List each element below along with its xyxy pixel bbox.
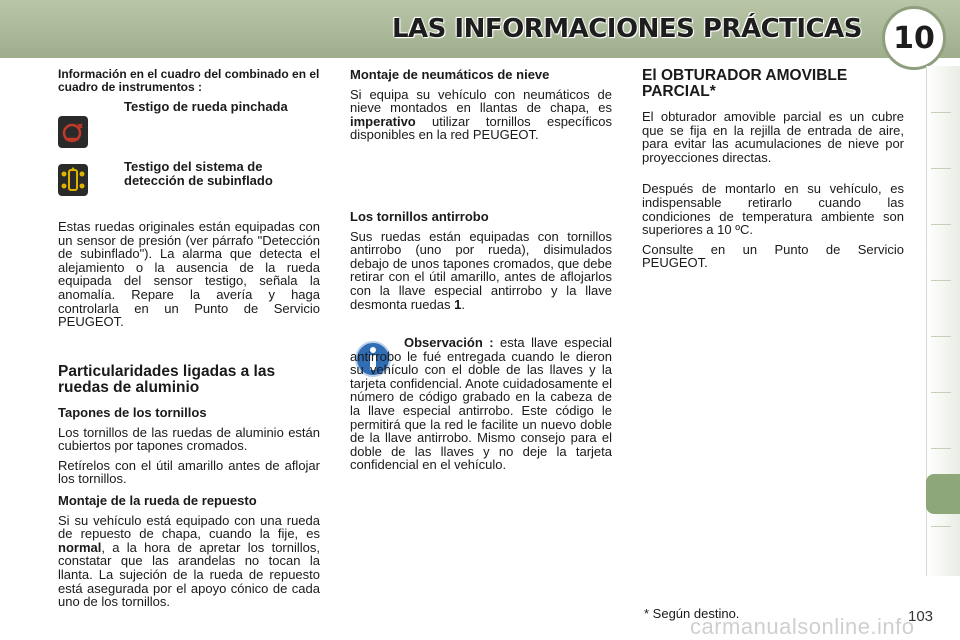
warning-flat-tyre-title: Testigo de rueda pinchada: [124, 99, 288, 114]
flat-tyre-warning-icon: [58, 116, 88, 148]
tab-divider: [931, 336, 951, 337]
footnote: * Según destino.: [644, 606, 740, 621]
snow-tyres-title: Montaje de neumáticos de nieve: [350, 67, 550, 82]
instrument-info-intro: Información en el cuadro del combinado en el cuadro de instrumentos :: [58, 67, 320, 94]
key-reference-number: 1: [454, 296, 462, 312]
grille-cover-paragraph-2: Después de montarlo en su vehículo, es indispensable retirarlo cuando las condiciones de temperatura ambiente son superiores a 10 ºC.: [642, 181, 904, 238]
observation-note: [350, 336, 612, 478]
aluminium-wheels-section: [58, 364, 320, 492]
chapter-tab-active[interactable]: [926, 474, 960, 514]
snow-tyres-paragraph: [350, 88, 612, 142]
column-left: [58, 68, 320, 102]
grille-cover-paragraph-3: Consulte en un Punto de Servicio PEUGEOT.: [642, 241, 904, 271]
tab-divider: [931, 280, 951, 281]
snow-tyres-section: [350, 68, 612, 148]
antitheft-bolts-paragraph: [350, 230, 612, 312]
tab-divider: [931, 224, 951, 225]
antitheft-bolts-title: Los tornillos antirrobo: [350, 209, 489, 224]
watermark: carmanualsonline.info: [690, 614, 915, 639]
bolt-caps-paragraph-2: Retírelos con el útil amarillo antes de aflojar los tornillos.: [58, 457, 320, 487]
observation-paragraph: [350, 336, 612, 472]
snow-tyres-emphasis: imperativo: [350, 113, 416, 129]
spare-wheel-emphasis: normal: [58, 539, 102, 555]
antitheft-bolts-section: [350, 210, 612, 317]
tab-divider: [931, 112, 951, 113]
grille-cover-paragraph-1: El obturador amovible parcial es un cubre que se fija en la rejilla de entrada de aire, para evitar las acumulaciones de nieve por proyecciones directas.: [642, 109, 904, 165]
bolt-caps-paragraph-1: Los tornillos de las ruedas de aluminio están cubiertos por tapones cromados.: [58, 424, 320, 454]
observation-label: Observación :: [404, 335, 494, 350]
spare-wheel-text-start: Si su vehículo está equipado con una rueda de repuesto de chapa, cuando la fije, es: [58, 512, 320, 542]
tab-divider: [931, 168, 951, 169]
column-left-body: [58, 220, 320, 335]
warning-underinflation: [124, 160, 320, 193]
grille-cover-title: El OBTURADOR AMOVIBLE PARCIAL*: [642, 67, 848, 100]
warning-underinflation-title: Testigo del sistema de detección de subinflado: [124, 159, 273, 188]
observation-text: esta llave especial antirrobo le fué entregada cuando le dieron su vehículo con el doble de las llaves y la tarjeta confidencial. Anote cuidadosamente el número de código grabado en la cabeza de la llave especial antirrobo. Este código le permitirá que la red le facilite un nuevo doble de la llave antirrobo. Mismo consejo para el doble de las llaves y no deje la tarjeta confidencial en el vehículo.: [350, 335, 612, 473]
snow-tyres-text-start: Si equipa su vehículo con neumáticos de nieve montados en llantas de chapa, es: [350, 86, 612, 116]
sensor-paragraph: Estas ruedas originales están equipadas con un sensor de presión (ver párrafo "Detección de subinflado"). La alarma que detecta el alejamiento o la ausencia de la rueda equipada del sensor testigo, señala la anomalía. Repare la avería y haga controlarla en un Punto de Servicio PEUGEOT.: [58, 219, 320, 330]
antitheft-text-end: .: [461, 296, 465, 312]
spare-wheel-paragraph: [58, 514, 320, 609]
spare-wheel-title: Montaje de la rueda de repuesto: [58, 493, 257, 508]
tab-divider: [931, 526, 951, 527]
page-number: 103: [908, 608, 934, 625]
tab-divider: [931, 392, 951, 393]
grille-cover-section: [642, 68, 904, 276]
page-title: LAS INFORMACIONES PRÁCTICAS: [391, 14, 862, 44]
chapter-badge: 10: [882, 6, 946, 70]
aluminium-wheels-title: Particularidades ligadas a las ruedas de aluminio: [58, 363, 276, 396]
spare-wheel-section: [58, 494, 320, 615]
antitheft-text: Sus ruedas están equipadas con tornillos antirrobo (uno por rueda), disimulados debajo de unos tapones cromados, que debe retirar con el útil amarillo, antes de aflojarlos con la llave especial antirrobo y la llave desmonta ruedas: [350, 228, 612, 312]
snow-tyres-text-end: utilizar tornillos específicos disponibles en la red PEUGEOT.: [350, 113, 612, 143]
bolt-caps-title: Tapones de los tornillos: [58, 405, 207, 420]
spare-wheel-text-end: , a la hora de apretar los tornillos, constatar que las arandelas no tocan la llanta. La sujeción de la rueda de repuesto está asegurada por el apoyo cónico de cada uno de los tornillos.: [58, 539, 320, 610]
tab-divider: [931, 448, 951, 449]
warning-flat-tyre: [124, 100, 324, 120]
underinflation-warning-icon: [58, 164, 88, 196]
